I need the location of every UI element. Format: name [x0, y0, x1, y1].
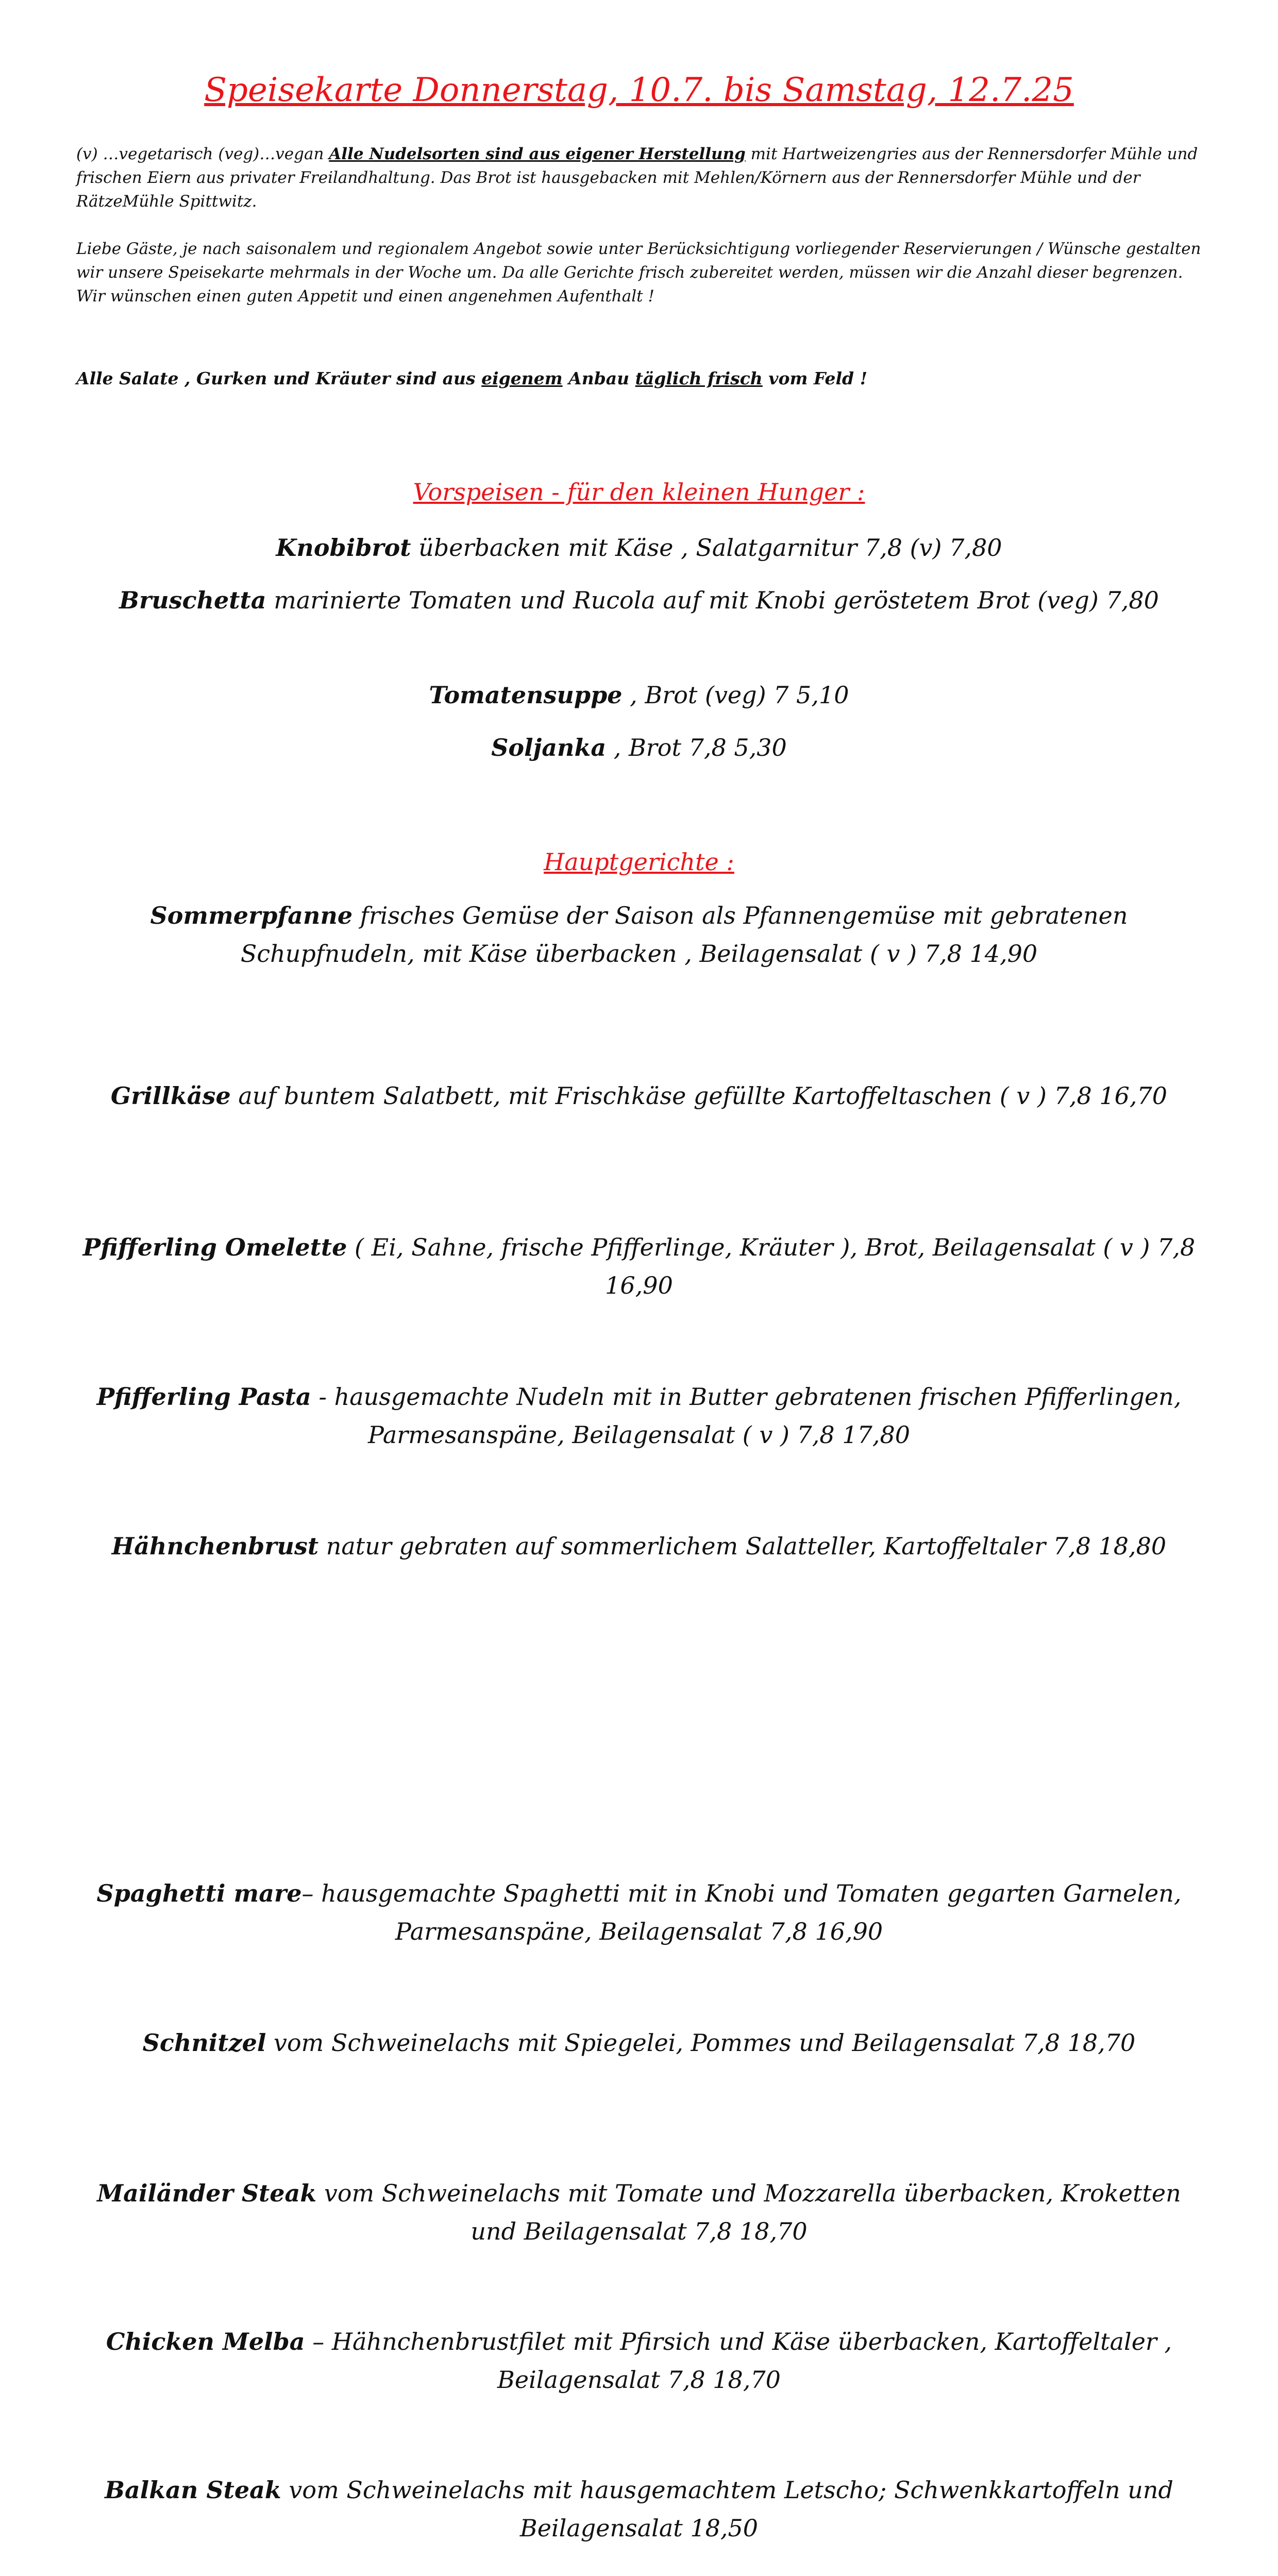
mains-heading: Hauptgerichte :: [544, 848, 734, 876]
dish-description: ( Ei, Sahne, frische Pfifferlinge, Kräuter ), Brot, Beilagensalat ( v ) 7,8 16,90: [347, 1233, 1196, 1299]
noodles-note: mit Hartweizengries aus der Rennersdorfer Mühle und frischen Eiern aus privater Freilandhaltung. Das Brot ist hausgebacken mit Mehlen/Körnern aus der Rennersdorfer Mühle und der RätzeMühle Spittwitz.: [76, 145, 1198, 211]
dish-description: auf buntem Salatbett, mit Frischkäse gefüllte Kartoffeltaschen ( v ) 7,8 16,70: [230, 1082, 1168, 1110]
salads-text: täglich frisch: [635, 368, 763, 388]
menu-item: [77, 2024, 1201, 2062]
diet-legend: (v) …vegetarisch (veg)…vegan: [76, 145, 329, 163]
dish-name: Tomatensuppe: [429, 681, 623, 709]
menu-item: [77, 581, 1201, 619]
menu-item: [77, 529, 1201, 567]
dish-description: überbacken mit Käse , Salatgarnitur 7,8 (v) 7,80: [411, 534, 1002, 562]
menu-item: [77, 2471, 1201, 2547]
dish-description: vom Schweinelachs mit Tomate und Mozzarella überbacken, Kroketten und Beilagensalat 7,8 18,70: [316, 2179, 1181, 2245]
menu-item: [77, 728, 1201, 767]
dish-name: Pfifferling Pasta: [96, 1383, 311, 1411]
menu-item: [77, 2174, 1201, 2250]
dish-name: Pfifferling Omelette: [82, 1233, 347, 1261]
dish-name: Knobibrot: [276, 534, 411, 562]
dish-description: , Brot 7,8 5,30: [606, 734, 787, 761]
dish-name: Balkan Steak: [105, 2476, 281, 2504]
dish-description: marinierte Tomaten und Rucola auf mit Knobi geröstetem Brot (veg) 7,80: [266, 586, 1159, 614]
greeting-text: Liebe Gäste, je nach saisonalem und regionalem Angebot sowie unter Berücksichtigung vorliegender Reservierungen / Wünsche gestalten wir unsere Speisekarte mehrmals in der Woche um. Da alle Gerichte frisch zubereitet werden, müssen wir die Anzahl dieser begrenzen. Wir wünschen einen guten Appetit und einen angenehmen Aufenthalt !: [76, 240, 1201, 306]
starters-heading: Vorspeisen - für den kleinen Hunger :: [413, 478, 865, 506]
dish-name: Bruschetta: [119, 586, 266, 614]
salads-text: eigenem: [481, 368, 563, 388]
salads-note: [76, 367, 1205, 391]
dish-name: Hähnchenbrust: [111, 1532, 319, 1560]
dish-name: Chicken Melba: [106, 2328, 305, 2355]
dish-description: frisches Gemüse der Saison als Pfannengemüse mit gebratenen Schupfnudeln, mit Käse überbacken , Beilagensalat ( v ) 7,8 14,90: [240, 902, 1128, 968]
menu-item: [77, 1874, 1201, 1951]
menu-item: [77, 2323, 1201, 2399]
dish-description: vom Schweinelachs mit Spiegelei, Pommes und Beilagensalat 7,8 18,70: [266, 2029, 1136, 2057]
dish-name: Grillkäse: [110, 1082, 231, 1110]
menu-item: [77, 1077, 1201, 1115]
dish-description: – Hähnchenbrustfilet mit Pfirsich und Käse überbacken, Kartoffeltaler , Beilagensalat 7,8 18,70: [305, 2328, 1172, 2394]
menu-item: [77, 896, 1201, 973]
dish-description: - hausgemachte Nudeln mit in Butter gebratenen frischen Pfifferlingen, Parmesanspäne, Beilagensalat ( v ) 7,8 17,80: [311, 1383, 1182, 1449]
menu-item: [77, 1378, 1201, 1454]
dish-name: Sommerpfanne: [150, 902, 353, 929]
salads-text: vom Feld !: [762, 368, 868, 388]
dish-name: Spaghetti mare: [96, 1879, 302, 1907]
salads-text: Anbau: [562, 368, 635, 388]
dish-description: natur gebraten auf sommerlichem Salatteller, Kartoffeltaler 7,8 18,80: [318, 1532, 1167, 1560]
dish-description: – hausgemachte Spaghetti mit in Knobi und Tomaten gegarten Garnelen, Parmesanspäne, Beilagensalat 7,8 16,90: [301, 1879, 1182, 1945]
dish-description: vom Schweinelachs mit hausgemachtem Letscho; Schwenkkartoffeln und Beilagensalat 18,50: [281, 2476, 1173, 2542]
menu-item: [77, 676, 1201, 714]
dish-name: Schnitzel: [142, 2029, 266, 2057]
intro-text: [76, 142, 1205, 213]
dish-name: Soljanka: [491, 734, 607, 761]
menu-item: [77, 1527, 1201, 1565]
dish-name: Mailänder Steak: [97, 2179, 317, 2207]
dish-description: , Brot (veg) 7 5,10: [622, 681, 849, 709]
salads-text: Alle Salate , Gurken und Kräuter sind aus: [76, 368, 482, 388]
page-title: Speisekarte Donnerstag, 10.7. bis Samstag, 12.7.25: [204, 71, 1074, 109]
menu-item: [77, 1228, 1201, 1304]
noodles-note-bold: Alle Nudelsorten sind aus eigener Herstellung: [329, 145, 746, 163]
